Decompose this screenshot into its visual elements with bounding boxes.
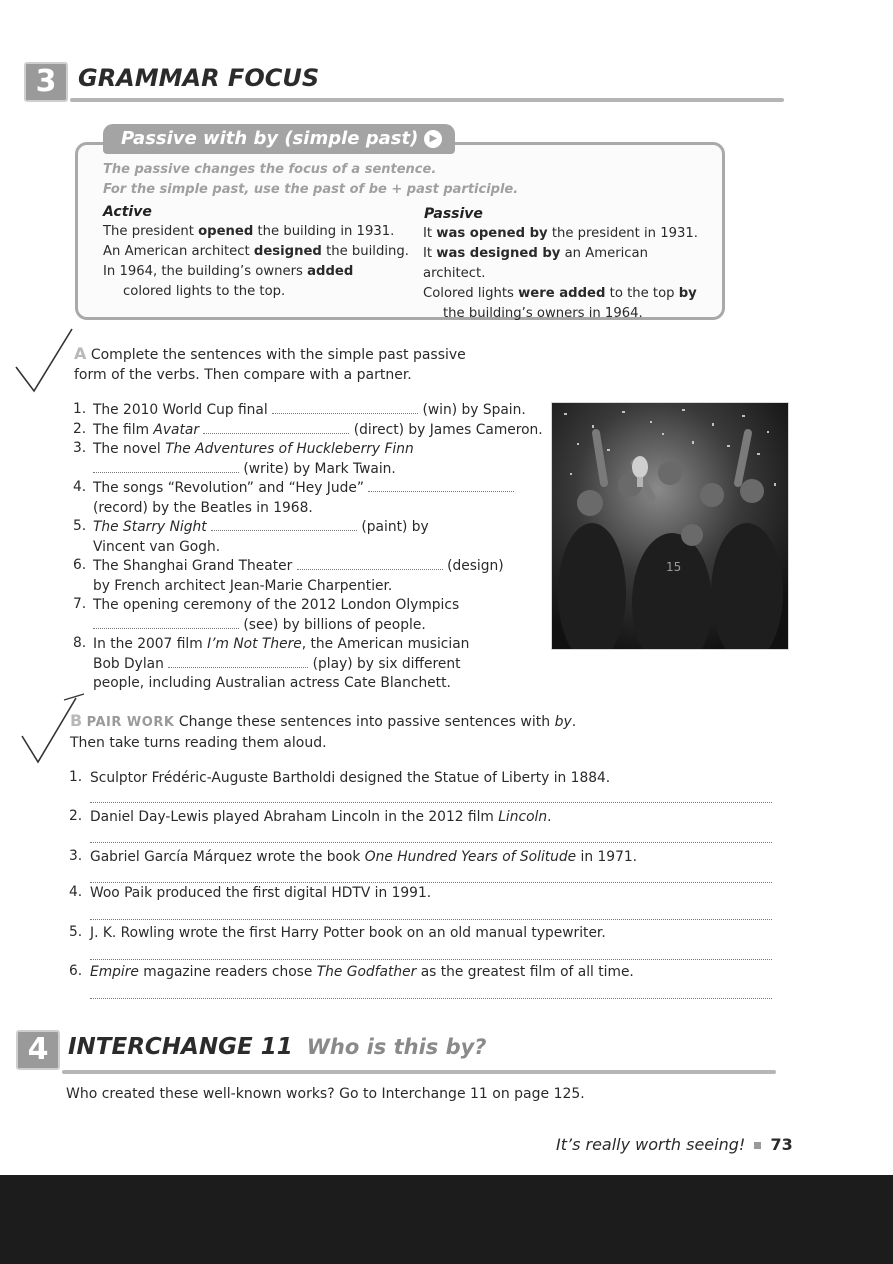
- jersey-number: 15: [666, 560, 682, 574]
- passive-examples: [423, 224, 713, 324]
- answer-blank[interactable]: [168, 657, 308, 668]
- pair-work-label: PAIR WORK: [86, 715, 175, 730]
- grammar-intro-line2: For the simple past, use the past of be + past participle.: [103, 182, 519, 197]
- answer-line[interactable]: [90, 842, 772, 843]
- active-examples: [103, 222, 413, 302]
- handwritten-check-icon: [10, 325, 80, 395]
- task-b-item-number: 2.: [69, 808, 83, 824]
- answer-line[interactable]: [90, 959, 772, 960]
- task-b-item-2: Daniel Day-Lewis played Abraham Lincoln in the 2012 film Lincoln.: [90, 809, 552, 825]
- answer-line[interactable]: [90, 998, 772, 999]
- task-a-item-4: The songs “Revolution” and “Hey Jude” (record) by the Beatles in 1968.: [93, 479, 514, 518]
- section4-rule: [62, 1070, 776, 1074]
- scan-dark-band: [0, 1175, 893, 1264]
- passive-example-2: It was designed by an American architect.: [423, 246, 648, 281]
- task-a-item-5: The Starry Night (paint) by Vincent van Gogh.: [93, 519, 429, 555]
- task-a-item-2: The film Avatar (direct) by James Cameron.: [93, 422, 543, 438]
- task-a-item-number: 3.: [73, 440, 87, 456]
- task-a-instruction: A Complete the sentences with the simple past passive form of the verbs. Then compare with a partner.: [74, 344, 466, 383]
- active-example-1: The president opened the building in 1931.: [103, 224, 395, 239]
- section-rule: [70, 98, 784, 102]
- section-title: GRAMMAR FOCUS: [78, 64, 320, 92]
- task-a-item-1: The 2010 World Cup final (win) by Spain.: [93, 402, 526, 418]
- answer-blank[interactable]: [272, 403, 418, 414]
- task-b-item-5: J. K. Rowling wrote the first Harry Potter book on an old manual typewriter.: [90, 925, 606, 941]
- active-example-3: In 1964, the building’s owners added: [103, 264, 354, 279]
- task-b-item-1: Sculptor Frédéric-Auguste Bartholdi designed the Statue of Liberty in 1884.: [90, 770, 611, 786]
- photo-illustration: [552, 403, 788, 649]
- task-b-item-number: 3.: [69, 848, 83, 864]
- task-b-item-number: 1.: [69, 769, 83, 785]
- answer-blank[interactable]: [368, 481, 514, 492]
- answer-blank[interactable]: [93, 462, 239, 473]
- task-a-item-number: 8.: [73, 635, 87, 651]
- footer-square-icon: [754, 1142, 761, 1149]
- answer-blank[interactable]: [211, 520, 357, 531]
- task-a-item-6: The Shanghai Grand Theater (design) by French architect Jean-Marie Charpentier.: [93, 558, 504, 594]
- grammar-box-tab: [103, 124, 455, 154]
- task-b-item-number: 5.: [69, 924, 83, 940]
- task-a-item-3: The novel The Adventures of Huckleberry Finn (write) by Mark Twain.: [93, 441, 414, 477]
- section4-title: INTERCHANGE 11 Who is this by?: [68, 1034, 487, 1060]
- task-a-item-7: The opening ceremony of the 2012 London Olympics (see) by billions of people.: [93, 597, 460, 633]
- passive-example-3-cont: the building’s owners in 1964.: [443, 306, 643, 321]
- answer-blank[interactable]: [93, 618, 239, 629]
- task-a-item-8: In the 2007 film I’m Not There, the American musician Bob Dylan (play) by six different people, including Australian actress Cate Blanchett.: [93, 636, 470, 691]
- footer-tagline: It’s really worth seeing! 73: [556, 1135, 793, 1154]
- task-b-item-3: Gabriel García Márquez wrote the book One Hundred Years of Solitude in 1971.: [90, 849, 638, 865]
- task-b-item-number: 6.: [69, 963, 83, 979]
- active-header: Active: [103, 204, 152, 220]
- task-a-item-number: 7.: [73, 596, 87, 612]
- task-a-item-number: 2.: [73, 421, 87, 437]
- task-b-instruction: B PAIR WORK Change these sentences into passive sentences with by. Then take turns reading them aloud.: [70, 711, 577, 751]
- section4-body: Who created these well-known works? Go to Interchange 11 on page 125.: [66, 1086, 585, 1102]
- answer-line[interactable]: [90, 882, 772, 883]
- play-audio-icon[interactable]: ▶: [424, 130, 442, 148]
- task-b-item-4: Woo Paik produced the first digital HDTV in 1991.: [90, 885, 432, 901]
- passive-example-3: Colored lights were added to the top by: [423, 286, 697, 301]
- section4-number-badge: 4: [16, 1030, 60, 1070]
- answer-blank[interactable]: [297, 559, 443, 570]
- task-b-item-6: Empire magazine readers chose The Godfather as the greatest film of all time.: [90, 964, 634, 980]
- task-a-item-number: 5.: [73, 518, 87, 534]
- task-a-item-number: 6.: [73, 557, 87, 573]
- answer-line[interactable]: [90, 919, 772, 920]
- task-a-letter: A: [74, 344, 87, 363]
- page-number: 73: [770, 1135, 793, 1154]
- section-number-badge: 3: [24, 62, 68, 102]
- task-a-item-number: 4.: [73, 479, 87, 495]
- answer-line[interactable]: [90, 802, 772, 803]
- passive-header: Passive: [424, 206, 483, 222]
- grammar-intro-line1: The passive changes the focus of a sentence.: [103, 162, 437, 177]
- section4-subtitle: Who is this by?: [306, 1035, 487, 1059]
- active-example-3-cont: colored lights to the top.: [123, 284, 286, 299]
- grammar-box-title: Passive with by (simple past): [121, 128, 419, 149]
- answer-blank[interactable]: [203, 423, 349, 434]
- task-a-item-number: 1.: [73, 401, 87, 417]
- task-b-item-number: 4.: [69, 884, 83, 900]
- active-example-2: An American architect designed the building.: [103, 244, 409, 259]
- team-celebration-photo: [551, 402, 789, 650]
- task-b-letter: B: [70, 711, 83, 730]
- passive-example-1: It was opened by the president in 1931.: [423, 226, 698, 241]
